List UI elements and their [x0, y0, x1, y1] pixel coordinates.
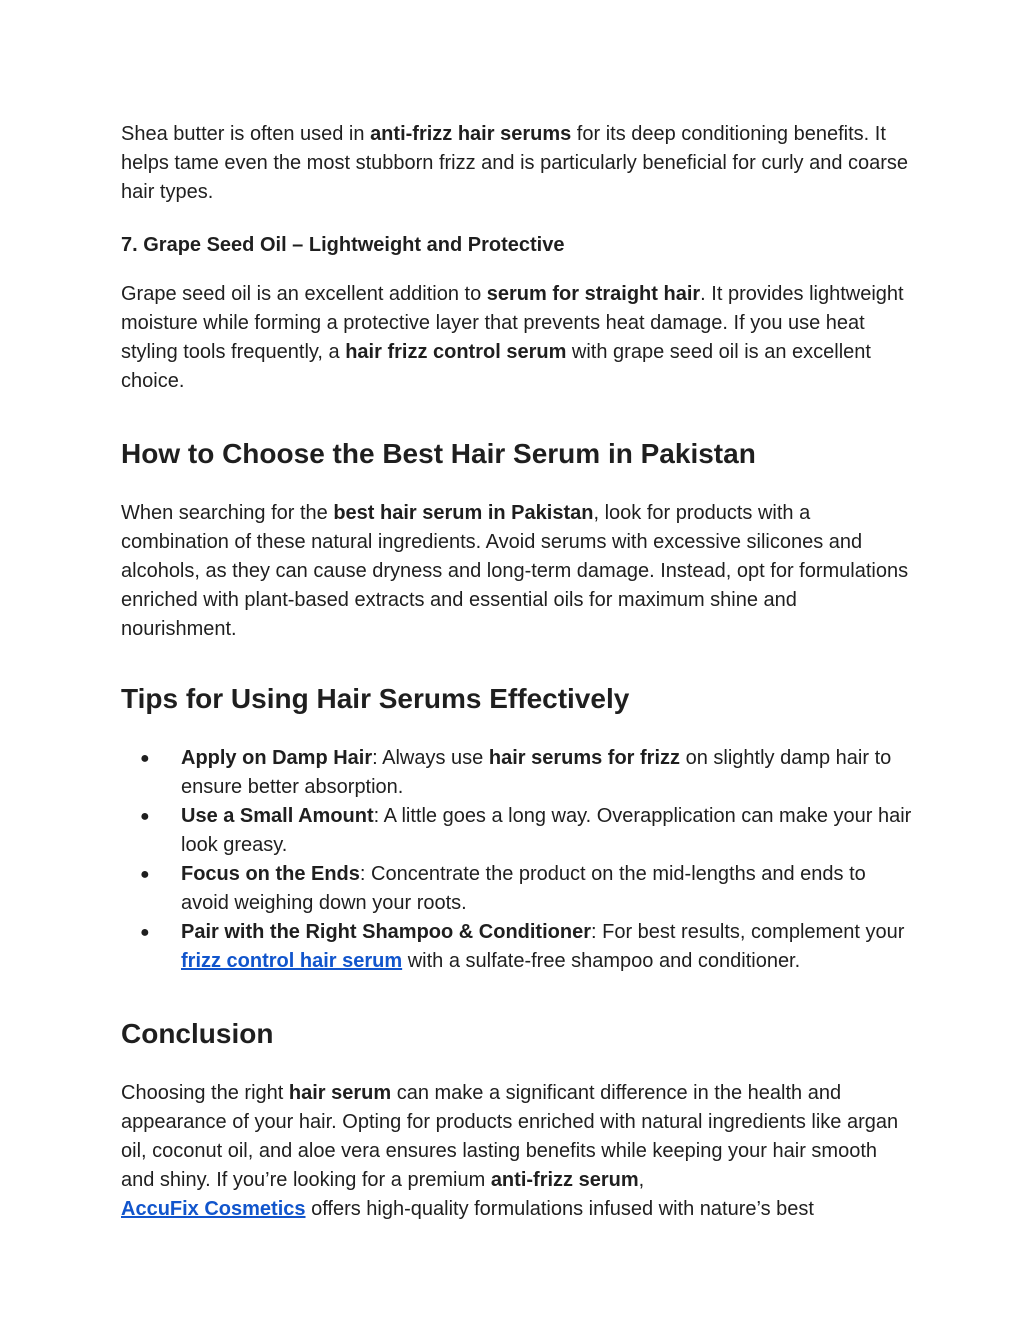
tips-heading: Tips for Using Hair Serums Effectively [121, 683, 630, 714]
conclusion-paragraph [121, 1079, 914, 1224]
bold-keyword: hair serums for frizz [488, 747, 681, 769]
text-run: , [638, 1169, 645, 1191]
conclusion-heading: Conclusion [121, 1018, 274, 1049]
text-run: for its deep conditioning benefits. It helps tame even the most stubborn frizz and is particularly beneficial for curly and coarse hair types. [121, 123, 909, 203]
grape-seed-paragraph [121, 280, 914, 396]
bold-keyword: serum for straight hair [486, 283, 701, 305]
text-run: with grape seed oil is an excellent choice. [121, 341, 871, 392]
bold-keyword: hair frizz control serum [345, 341, 567, 363]
bullet-icon: ● [140, 750, 150, 767]
text-run: Choosing the right [121, 1082, 289, 1104]
choose-serum-paragraph [121, 499, 914, 644]
text-run: , look for products with a combination of these natural ingredients. Avoid serums with excessive silicones and alcohols, as they can cause dryness and long-term damage. Instead, opt for formulations enriched with plant-based extracts and essential oils for maximum shine and nourishment. [121, 502, 909, 640]
bold-keyword: anti-frizz hair serums [370, 123, 572, 145]
tips-list [121, 744, 914, 976]
shea-butter-paragraph [121, 120, 914, 207]
bold-keyword: anti-frizz serum [490, 1169, 639, 1191]
bold-keyword: hair serum [288, 1082, 392, 1104]
list-item [140, 744, 914, 802]
bullet-icon: ● [140, 924, 150, 941]
text-run: can make a significant difference in the health and appearance of your hair. Opting for products enriched with natural ingredients like argan oil, coconut oil, and aloe vera ensures lasting benefits while keeping your hair smooth and shiny. If you’re looking for a premium [121, 1082, 899, 1191]
grape-seed-heading: 7. Grape Seed Oil – Lightweight and Protective [121, 234, 565, 256]
accufix-cosmetics-link[interactable]: AccuFix Cosmetics [121, 1198, 306, 1220]
text-run: offers high-quality formulations infused with nature’s best [305, 1198, 814, 1220]
text-run: Shea butter is often used in [121, 123, 371, 145]
tip-title: Use a Small Amount [181, 805, 374, 827]
choose-serum-heading: How to Choose the Best Hair Serum in Pakistan [121, 438, 756, 469]
tip-title: Pair with the Right Shampoo & Conditioner [181, 921, 591, 943]
text-run: . It provides lightweight moisture while forming a protective layer that prevents heat damage. If you use heat styling tools frequently, a [121, 283, 904, 363]
bullet-icon: ● [140, 866, 150, 883]
list-item [140, 918, 914, 976]
tip-title: Focus on the Ends [181, 863, 360, 885]
text-run: : For best results, complement your [591, 921, 905, 943]
list-item [140, 802, 914, 860]
text-run: : A little goes a long way. Overapplication can make your hair look greasy. [181, 805, 912, 856]
text-run: When searching for the [121, 502, 334, 524]
text-run: with a sulfate-free shampoo and conditioner. [402, 950, 801, 972]
tip-title: Apply on Damp Hair [181, 747, 373, 769]
text-run: : Always use [372, 747, 489, 769]
list-item [140, 860, 914, 918]
bold-keyword: best hair serum in Pakistan [333, 502, 594, 524]
frizz-control-serum-link[interactable]: frizz control hair serum [181, 950, 403, 972]
bullet-icon: ● [140, 808, 150, 825]
text-run: Grape seed oil is an excellent addition to [121, 283, 487, 305]
text-run: : Concentrate the product on the mid-lengths and ends to avoid weighing down your roots. [181, 863, 866, 914]
text-run: on slightly damp hair to ensure better absorption. [181, 747, 892, 798]
